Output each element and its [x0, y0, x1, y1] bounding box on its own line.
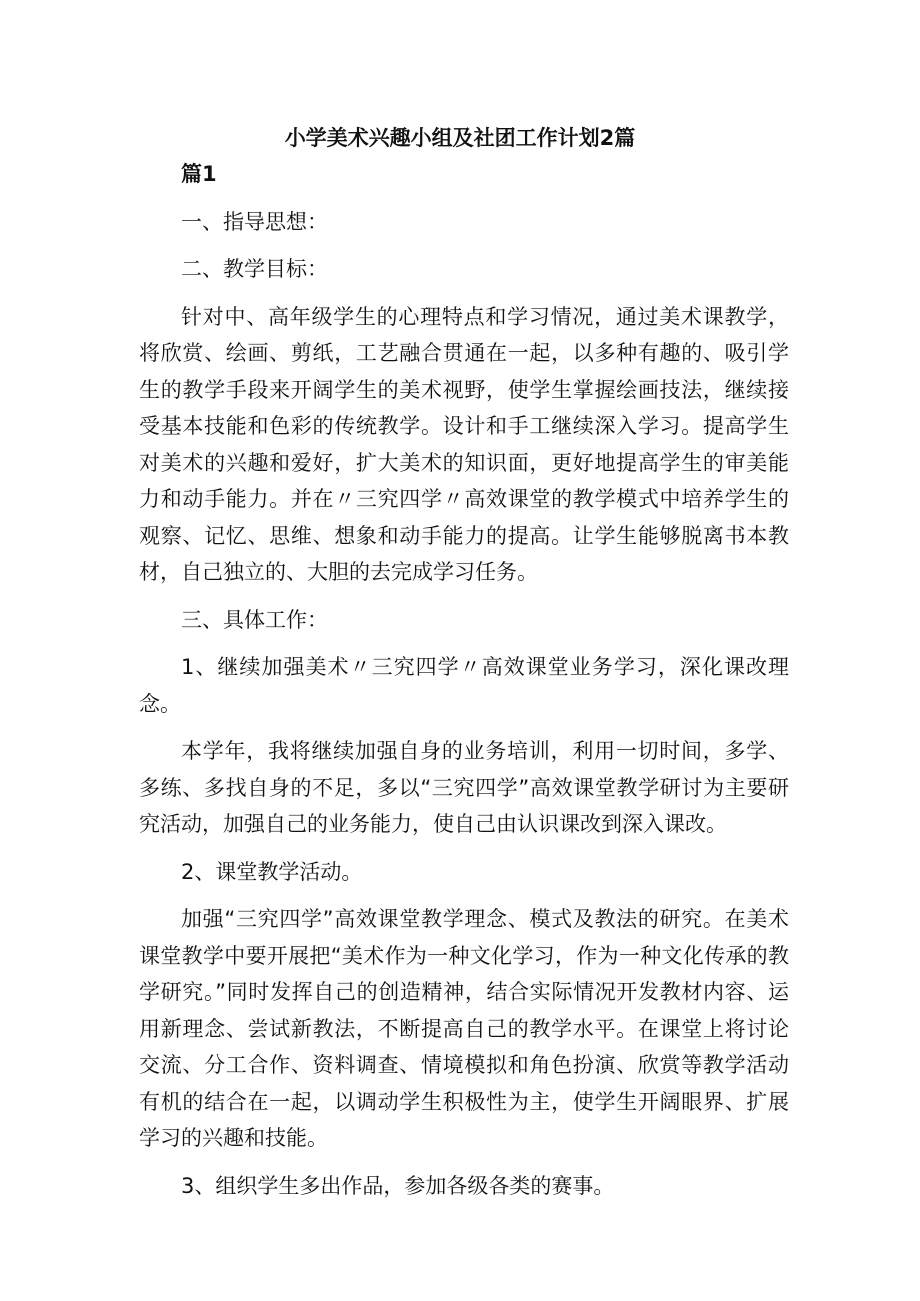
document-body — [139, 156, 789, 1215]
subheading-specific-work: 三、具体工作： — [181, 607, 328, 632]
section-heading: 篇1 — [181, 162, 217, 186]
list-item-1: 1、继续加强美术〃三究四学〃高效课堂业务学习，深化课改理念。 — [139, 655, 789, 716]
paragraph-item-2-text: 加强“三究四学”高效课堂教学理念、模式及教法的研究。在美术课堂教学中要开展把“美术作为一种文化学习，作为一种文化传承的教学研究。”同时发挥自己的创造精神，结合实际情况开发教材内容、运用新理念、尝试新教法，不断提高自己的教学水平。在课堂上将讨论交流、分工合作、资料调查、情境模拟和角色扮演、欣赏等教学活动有机的结合在一起，以调动学生积极性为主，使学生开阔眼界、扩展学习的兴趣和技能。 — [139, 907, 789, 1150]
list-item-3: 3、组织学生多出作品，参加各级各类的赛事。 — [181, 1173, 615, 1198]
paragraph-goals-text: 针对中、高年级学生的心理特点和学习情况，通过美术课教学，将欣赏、绘画、剪纸，工艺融合贯通在一起，以多种有趣的、吸引学生的教学手段来开阔学生的美术视野，使学生掌握绘画技法，继续接受基本技能和色彩的传统教学。设计和手工继续深入学习。提高学生对美术的兴趣和爱好，扩大美术的知识面，更好地提高学生的审美能力和动手能力。并在〃三究四学〃高效课堂的教学模式中培养学生的观察、记忆、思维、想象和动手能力的提高。让学生能够脱离书本教材，自己独立的、大胆的去完成学习任务。 — [139, 304, 789, 584]
document-title: 小学美术兴趣小组及社团工作计划2篇 — [284, 126, 636, 150]
subheading-guiding-thought: 一、指导思想： — [181, 209, 328, 234]
subheading-teaching-goals: 二、教学目标： — [181, 257, 328, 281]
paragraph-item-1-text: 本学年，我将继续加强自身的业务培训，利用一切时间，多学、多练、多找自身的不足，多以“三究四学”高效课堂教学研讨为主要研究活动，加强自己的业务能力，使自己由认识课改到深入课改。 — [139, 739, 789, 836]
list-item-2: 2、课堂教学活动。 — [181, 859, 363, 884]
